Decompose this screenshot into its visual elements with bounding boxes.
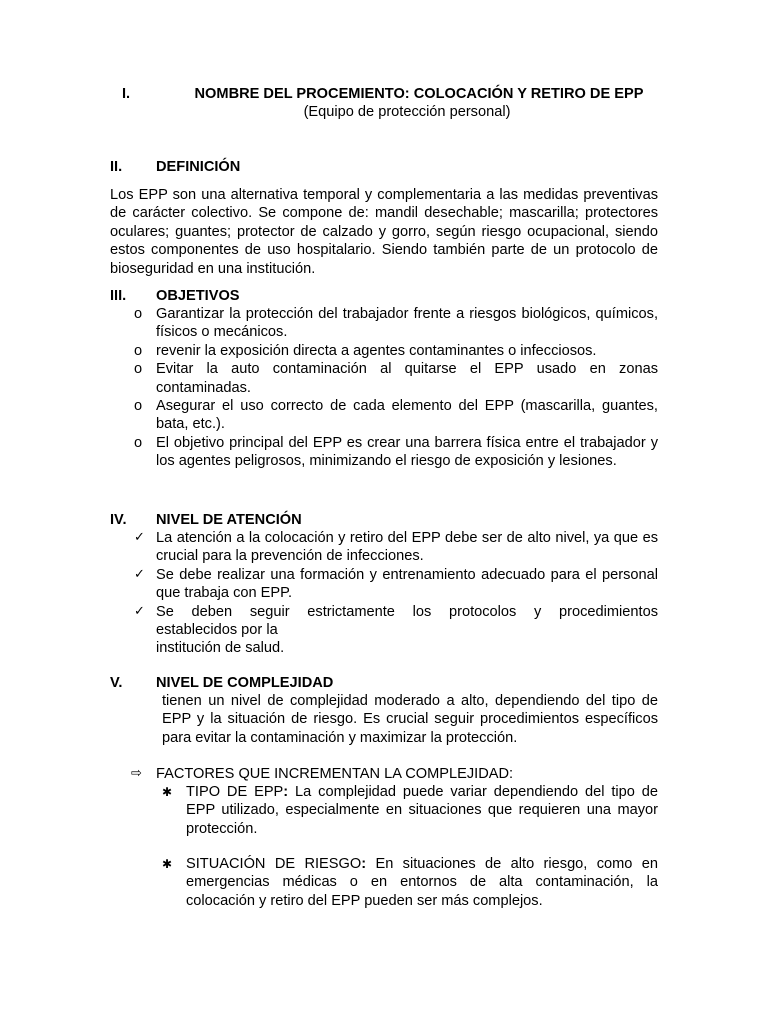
list-item-line: Se deben seguir estrictamente los protocolos y procedimientos [156, 603, 658, 620]
section-number: IV. [110, 512, 127, 528]
list-item-line: institución de salud. [156, 640, 285, 657]
procedure-title: NOMBRE DEL PROCEMIENTO: COLOCACIÓN Y RETIRO DE EPP [194, 86, 644, 102]
factor-item [162, 855, 658, 910]
list-item [131, 397, 658, 434]
procedure-subtitle: (Equipo de protección personal) [303, 104, 511, 121]
bullet-o: o [134, 434, 143, 451]
checkmark-icon: ✓ [134, 566, 145, 582]
asterisk-icon: ✱ [162, 785, 173, 799]
section-number: V. [110, 675, 123, 691]
section-heading-objetivos [110, 287, 658, 305]
arrow-right-icon: ⇨ [131, 766, 142, 781]
list-item [131, 566, 658, 603]
section-number: I. [122, 86, 131, 102]
section-title: NIVEL DE COMPLEJIDAD [156, 675, 334, 691]
list-item-text: revenir la exposición directa a agentes contaminantes o infecciosos. [156, 342, 597, 359]
bullet-o: o [134, 342, 143, 359]
objectives-list [131, 305, 658, 471]
factor-item [162, 783, 658, 838]
definition-paragraph: Los EPP son una alternativa temporal y complementaria a las medidas preventivas de carácter colectivo. Se compone de: mandil desechable; mascarilla; protectores oculares; guantes; protector de calzado y gorro, según riesgo ocupacional, siendo estos componentes de uso hospitalario. Siendo también parte de un protocolo de bioseguridad en una institución. [110, 187, 658, 277]
list-item-line: establecidos por la [156, 622, 278, 639]
list-item-text: El objetivo principal del EPP es crear una barrera física entre el trabajador y los agentes peligrosos, minimizando el riesgo de exposición y lesiones. [156, 434, 658, 470]
factor-colon: : [283, 784, 289, 800]
factor-label: SITUACIÓN DE RIESGO [186, 856, 362, 872]
factors-heading [131, 765, 658, 783]
factors-title: FACTORES QUE INCREMENTAN LA COMPLEJIDAD: [156, 766, 514, 782]
factor-colon: : [361, 856, 367, 872]
list-item-text: Asegurar el uso correcto de cada elemento del EPP (mascarilla, guantes, bata, etc.). [156, 398, 658, 433]
section-title: NIVEL DE ATENCIÓN [156, 512, 302, 528]
section-heading-nivel-atencion [110, 511, 658, 529]
factor-description: En situaciones de alto riesgo, como en emergencias médicas o en entornos de alta contaminación, la colocación y retiro del EPP pueden ser más complejos. [186, 856, 659, 909]
factor-text [186, 855, 658, 910]
complexity-paragraph: tienen un nivel de complejidad moderado a alto, dependiendo del tipo de EPP y la situación de riesgo. Es crucial seguir procedimientos específicos para evitar la contaminación y maximizar la protección. [162, 693, 658, 746]
bullet-o: o [134, 306, 143, 322]
list-item-text: Evitar la auto contaminación al quitarse el EPP usado en zonas contaminadas. [156, 361, 658, 396]
attention-list [131, 529, 658, 658]
procedure-title-block [110, 85, 658, 122]
bullet-o: o [134, 361, 143, 378]
list-item [131, 434, 658, 471]
list-item [131, 529, 658, 566]
section-heading-nivel-complejidad [110, 674, 658, 692]
list-item-text: La atención a la colocación y retiro del EPP debe ser de alto nivel, ya que es crucial para la prevención de infecciones. [156, 530, 658, 565]
factor-text [186, 783, 658, 838]
bullet-o: o [134, 398, 143, 415]
list-item-text [156, 603, 658, 658]
list-item-text: Se debe realizar una formación y entrenamiento adecuado para el personal que trabaja con EPP. [156, 566, 658, 602]
asterisk-icon: ✱ [162, 857, 173, 871]
section-heading-definicion [110, 158, 658, 176]
factor-description: La complejidad puede variar dependiendo del tipo de EPP utilizado, especialmente en situaciones que requieren una mayor protección. [186, 784, 659, 837]
section-number: III. [110, 288, 127, 304]
factor-label: TIPO DE EPP [186, 784, 284, 800]
checkmark-icon: ✓ [134, 603, 145, 619]
list-item-text: Garantizar la protección del trabajador frente a riesgos biológicos, químicos, físicos o mecánicos. [156, 306, 658, 341]
list-item [131, 360, 658, 397]
list-item [131, 305, 658, 342]
section-number: II. [110, 159, 123, 175]
checkmark-icon: ✓ [134, 530, 145, 545]
list-item [131, 603, 658, 658]
section-title: OBJETIVOS [156, 288, 240, 304]
list-item [131, 342, 658, 360]
section-title: DEFINICIÓN [156, 159, 241, 175]
